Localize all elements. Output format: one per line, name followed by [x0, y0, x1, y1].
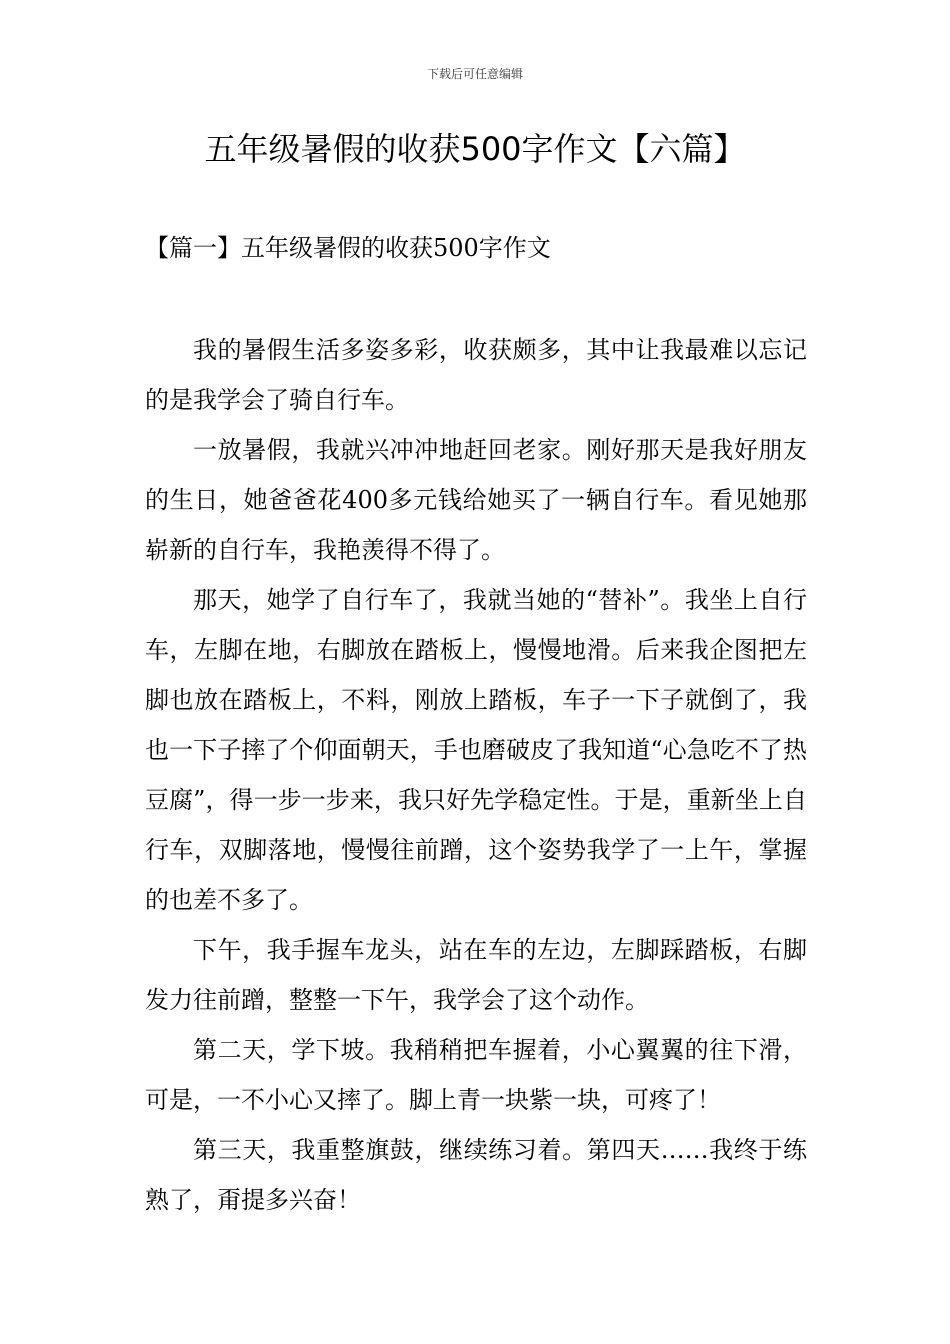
paragraph: 那天，她学了自行车了，我就当她的“替补”。我坐上自行车，左脚在地，右脚放在踏板上，慢慢地滑。后来我企图把左脚也放在踏板上，不料，刚放上踏板，车子一下子就倒了，我也一下子摔了个仰面朝天，手也磨破皮了我知道“心急吃不了热豆腐”，得一步一步来，我只好先学稳定性。于是，重新坐上自行车，双脚落地，慢慢往前蹭，这个姿势我学了一上午，掌握的也差不多了。 [145, 586, 807, 914]
essay-body [145, 325, 807, 1225]
section-heading: 【篇一】五年级暑假的收获500字作文 [145, 234, 551, 262]
page-header-note: 下载后可任意编辑 [426, 67, 523, 81]
paragraph: 下午，我手握车龙头，站在车的左边，左脚踩踏板，右脚发力往前蹭，整整一下午，我学会了这个动作。 [145, 936, 807, 1014]
paragraph: 第二天，学下坡。我稍稍把车握着，小心翼翼的往下滑，可是，一不小心又摔了。脚上青一块紫一块，可疼了！ [145, 1036, 807, 1114]
document-title: 五年级暑假的收获500字作文【六篇】 [204, 130, 746, 168]
paragraph: 一放暑假，我就兴冲冲地赶回老家。刚好那天是我好朋友的生日，她爸爸花400多元钱给她买了一辆自行车。看见她那崭新的自行车，我艳羡得不得了。 [145, 436, 807, 564]
paragraph: 第三天，我重整旗鼓，继续练习着。第四天……我终于练熟了，甭提多兴奋！ [145, 1136, 807, 1214]
paragraph: 我的暑假生活多姿多彩，收获颇多，其中让我最难以忘记的是我学会了骑自行车。 [145, 336, 807, 414]
